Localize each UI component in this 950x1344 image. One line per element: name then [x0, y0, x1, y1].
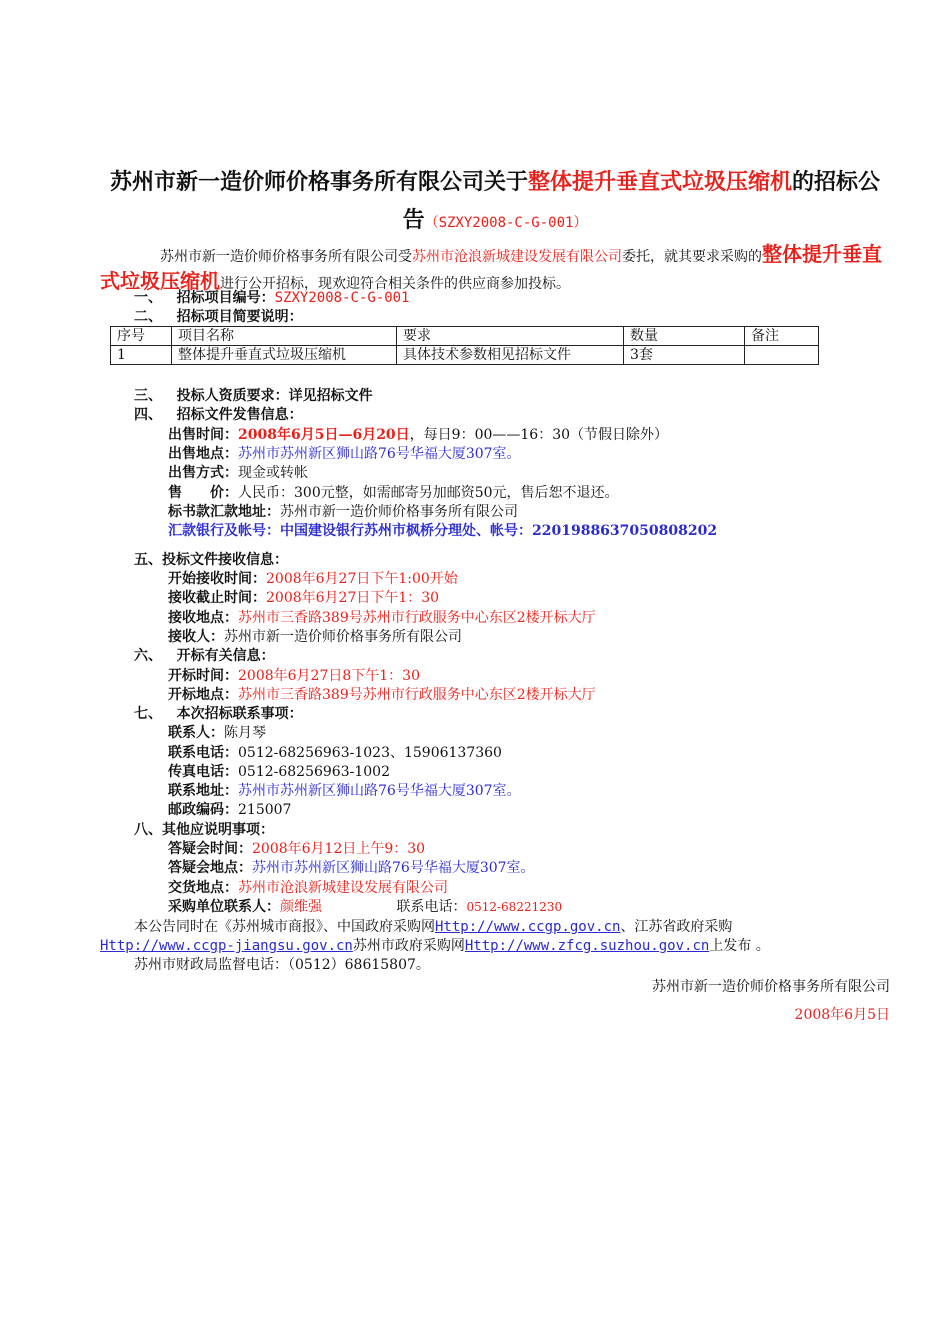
- contact-phone: 联系电话：0512-68256963-1023、15906137360: [168, 745, 502, 761]
- table-header-cell: 序号: [111, 327, 172, 346]
- project-table: [110, 326, 819, 365]
- table-header-cell: 要求: [397, 327, 624, 346]
- table-cell: 1: [111, 346, 172, 365]
- section-8: 八、其他应说明事项：: [134, 822, 274, 838]
- table-row: [111, 346, 819, 365]
- section-4: 四、 招标文件发售信息：: [134, 407, 303, 423]
- delivery-place: 交货地点：苏州市沧浪新城建设发展有限公司: [168, 880, 448, 896]
- title-code: （SZXY2008-C-G-001）: [424, 215, 588, 231]
- sale-time: 出售时间：2008年6月5日—6月20日，每日9：00——16：30（节假日除外）: [168, 427, 669, 443]
- zfcg-suzhou-link[interactable]: Http://www.zfcg.suzhou.gov.cn: [464, 938, 710, 954]
- project-number: SZXY2008-C-G-001: [274, 290, 410, 306]
- client-name: 苏州市沧浪新城建设发展有限公司: [412, 249, 622, 265]
- section-1: 一、 招标项目编号：SZXY2008-C-G-001: [134, 290, 410, 306]
- table-header-row: [111, 327, 819, 346]
- section-6: 六、 开标有关信息：: [134, 648, 275, 664]
- opening-time: 开标时间：2008年6月27日8下午1：30: [168, 668, 420, 684]
- section-5: 五、投标文件接收信息：: [134, 552, 288, 568]
- title-product: 整体提升垂直式垃圾压缩机: [527, 169, 792, 195]
- postal-code: 邮政编码：215007: [168, 802, 292, 818]
- contact-fax: 传真电话：0512-68256963-1002: [168, 764, 390, 780]
- contact-person: 联系人：陈月琴: [168, 725, 266, 741]
- receive-end: 接收截止时间：2008年6月27日下午1：30: [168, 590, 440, 606]
- buyer-contact: 采购单位联系人：颜维强 联系电话：0512-68221230: [168, 899, 563, 915]
- table-header-cell: 项目名称: [172, 327, 397, 346]
- remit-address: 标书款汇款地址：苏州市新一造价师价格事务所有限公司: [168, 504, 518, 520]
- publish-paragraph: 本公告同时在《苏州城市商报》、中国政府采购网Http://www.ccgp.gov.cn、江苏省政府采购: [134, 919, 733, 935]
- qa-time: 答疑会时间：2008年6月12日上午9：30: [168, 841, 426, 857]
- signature: 苏州市新一造价师价格事务所有限公司: [652, 979, 890, 995]
- table-cell: [745, 346, 819, 365]
- notice-date: 2008年6月5日: [794, 1007, 890, 1023]
- sale-method: 出售方式：现金或转帐: [168, 465, 308, 481]
- ccgp-link[interactable]: Http://www.ccgp.gov.cn: [435, 919, 621, 935]
- receive-start: 开始接收时间：2008年6月27日下午1:00开始: [168, 571, 458, 587]
- qa-place: 答疑会地点：苏州市苏州新区狮山路76号华福大厦307室。: [168, 860, 535, 876]
- contact-address: 联系地址：苏州市苏州新区狮山路76号华福大厦307室。: [168, 783, 521, 799]
- table-cell: 具体技术参数相见招标文件: [397, 346, 624, 365]
- opening-place: 开标地点：苏州市三香路389号苏州市行政服务中心东区2楼开标大厅: [168, 687, 596, 703]
- supervision-phone: 苏州市财政局监督电话：（0512）68615807。: [134, 957, 430, 973]
- receive-place: 接收地点：苏州市三香路389号苏州市行政服务中心东区2楼开标大厅: [168, 610, 596, 626]
- table-cell: 3套: [624, 346, 745, 365]
- section-7: 七、 本次招标联系事项：: [134, 706, 303, 722]
- sale-place: 出售地点：苏州市苏州新区狮山路76号华福大厦307室。: [168, 446, 521, 462]
- bank-account: 汇款银行及帐号：中国建设银行苏州市枫桥分理处、帐号：2201988637050808202: [168, 523, 718, 539]
- intro-paragraph: 苏州市新一造价师价格事务所有限公司受苏州市沧浪新城建设发展有限公司委托，就其要求采购的整体提升垂直式垃圾压缩机进行公开招标，现欢迎符合相关条件的供应商参加投标。: [100, 242, 882, 293]
- publish-line-2: Http://www.ccgp-jiangsu.gov.cn苏州市政府采购网Http://www.zfcg.suzhou.gov.cn上发布 。: [100, 938, 770, 954]
- ccgp-jiangsu-link[interactable]: Http://www.ccgp-jiangsu.gov.cn: [100, 938, 353, 954]
- section-3: 三、 投标人资质要求：详见招标文件: [134, 388, 373, 404]
- table-cell: 整体提升垂直式垃圾压缩机: [172, 346, 397, 365]
- table-header-cell: 数量: [624, 327, 745, 346]
- page-title: 苏州市新一造价师价格事务所有限公司关于整体提升垂直式垃圾压缩机的招标公 告（SZXY2008-C-G-001）: [109, 169, 881, 233]
- intro-product: 整体提升垂直式垃圾压缩机: [100, 242, 882, 293]
- receive-person: 接收人：苏州市新一造价师价格事务所有限公司: [168, 629, 462, 645]
- sale-price: 售 价：人民币：300元整，如需邮寄另加邮资50元，售后恕不退还。: [168, 485, 619, 501]
- table-header-cell: 备注: [745, 327, 819, 346]
- section-2: 二、 招标项目简要说明：: [134, 309, 303, 325]
